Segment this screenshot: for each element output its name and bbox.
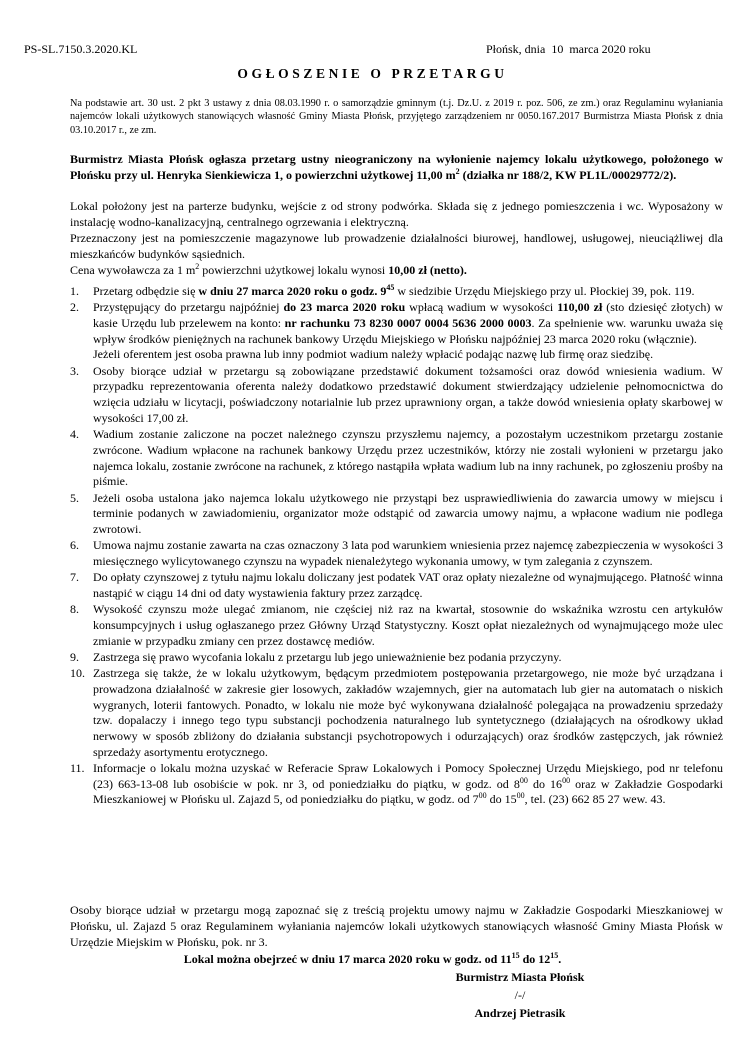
lead-tail: (działka nr 188/2, KW PL1L/00029772/2). (459, 168, 677, 182)
item-number: 7. (70, 570, 79, 585)
item-text: wpłacą wadium w wysokości (405, 300, 558, 315)
item-text: oraz w Zakładzie Gospodarki Mieszkaniowej w Płońsku ul. Zajazd 5, od poniedziałku do piątku, w godz. od 7 (93, 776, 724, 807)
list-item (70, 427, 723, 490)
visit-text: do 12 (519, 952, 551, 966)
item-text: Informacje o lokalu można uzyskać w Referacie Spraw Lokalowych i Pomocy Społecznej Urzędu Miejskiego, pod nr telefonu (23) 663-13-08 lub osobiście w pok. nr 3, od poniedziałku do piątku, w godz. od 8 (93, 761, 723, 791)
footer-note: Osoby biorące udział w przetargu mogą zapoznać się z treścią projektu umowy najmu w Zakładzie Gospodarki Mieszkaniowej w Płońsku, ul. Zajazd 5 oraz Regulaminem wyłaniania najemców lokali użytkowych stanowiących własność Gminy Miasta Płońsk w Urzędzie Miejskim w Płońsku, pok. nr 3. (70, 903, 723, 949)
item-text: Wysokość czynszu może ulegać zmianom, nie częściej niż raz na kwartał, stosownie do wskaźnika wzrostu cen artykułów konsumpcyjnych i usług ogłaszanego przez Główny Urząd Statystyczny. Koszt opłat niezależnych od wynajmującego może ulec zmianie w przypadku zmiany cen przez dostawcę mediów. (93, 602, 723, 648)
conditions-list (70, 284, 723, 808)
item-text: Do opłaty czynszowej z tytułu najmu lokalu doliczany jest podatek VAT oraz opłaty niezależne od wynajmującego. Płatność winna nastąpić w ciągu 14 dni od daty wystawienia faktury przez zarządcę. (93, 570, 723, 600)
item-number: 1. (70, 284, 79, 298)
item-number: 10. (70, 666, 85, 681)
signatory-name: Andrzej Pietrasik (474, 1006, 566, 1020)
document-title: OGŁOSZENIE O PRZETARGU (237, 66, 508, 81)
list-item (70, 300, 723, 363)
item-bold: 110,00 zł (557, 300, 603, 315)
visit-sup: 15 (511, 951, 520, 960)
item-text: Umowa najmu zostanie zawarta na czas oznaczony 3 lata pod warunkiem wniesienia przez najemcę zabezpieczenia w wysokości 3 miesięcznego wylicytowanego czynszu na wypadek nienależytego wykonania umowy, w tym zalegania z czynszem. (93, 538, 723, 568)
document-date (486, 42, 651, 57)
item-text: w siedzibie Urzędu Miejskiego przy ul. Płockiej 39, pok. 119. (394, 284, 695, 298)
list-item (70, 284, 723, 300)
item-sup: 00 (516, 791, 525, 801)
list-item (70, 491, 723, 538)
signature-mark: /-/ (514, 988, 526, 1002)
visit-text: . (558, 952, 562, 966)
item-text: (sto dziesięć złotych) w kasie Urzędu lub przelewem na konto: (93, 300, 724, 330)
item-sup: 00 (519, 775, 528, 785)
item-number: 2. (70, 300, 79, 315)
item-text: Przystępujący do przetargu najpóźniej (93, 300, 284, 315)
item-text: Przetarg odbędzie się (93, 284, 199, 298)
price-pre: Cena wywoławcza za 1 m (70, 263, 196, 277)
premises-description: Lokal położony jest na parterze budynku, wejście z od strony podwórka. Składa się z jednego pomieszczenia i wc. Wyposażony w instalację wodno-kanalizacyjną, centralnego ogrzewania i elektryczną. (70, 199, 723, 229)
price-mid: powierzchni użytkowej lokalu wynosi (199, 263, 389, 277)
visit-text: Lokal można obejrzeć w dniu 17 marca 2020 roku w godz. od 11 (183, 952, 512, 966)
item-sup: 45 (386, 283, 395, 292)
date-day: 10 (551, 42, 564, 56)
item-text: do 16 (527, 776, 563, 791)
premises-purpose: Przeznaczony jest na pomieszczenie magazynowe lub prowadzenie działalności biurowej, handlowej, usługowej, nieuciążliwej dla mieszkańców budynków sąsiednich. (70, 231, 723, 261)
item-subparagraph: Jeżeli oferentem jest osoba prawna lub inny podmiot wadium należy wpłacić podając nazwę lub firmę oraz siedzibę. (93, 347, 654, 362)
item-number: 3. (70, 363, 79, 378)
item-number: 4. (70, 427, 79, 442)
item-number: 5. (70, 490, 79, 505)
item-bold: w dniu 27 marca 2020 roku o godz. 9 (198, 284, 387, 298)
item-text: Wadium zostanie zaliczone na poczet należnego czynszu przyszłemu najemcy, a pozostałym uczestnikom przetargu zostanie zwrócone. Wadium wpłacone na rachunek bankowy Urzędu przez uczestników, którzy nie zostali wyłonieni w przetargu jako najemca lokalu, zostanie zwrócone na rachunek, z którego nastąpiła wpłata wadium lub na inny rachunek, po zgłoszeniu prośby na piśmie. (93, 427, 723, 489)
announcement-lead (70, 151, 723, 183)
date-rest: marca 2020 roku (569, 42, 651, 56)
price-value: 10,00 zł (netto). (388, 263, 467, 277)
item-text: Osoby biorące udział w przetargu są zobowiązane przedstawić dokument tożsamości oraz dowód wniesienia wadium. W przypadku reprezentowania oferenta należy dodatkowo przedstawić dokument stwierdzający udzielenie pełnomocnictwa do wzięcia udziału w licytacji, poświadczony notarialnie lub przez uprawniony organ, a także dowód wniesienia opłaty skarbowej w wysokości 17,00 zł. (93, 363, 723, 425)
list-item (70, 602, 723, 649)
reference-number: PS-SL.7150.3.2020.KL (24, 42, 138, 56)
list-item (70, 666, 723, 760)
list-item (70, 538, 723, 569)
item-text: Zastrzega się prawo wycofania lokalu z przetargu lub jego unieważnienie bez podania przyczyny. (93, 649, 562, 664)
item-text: Jeżeli osoba ustalona jako najemca lokalu użytkowego nie przystąpi bez usprawiedliwienia do zawarcia umowy w miejscu i terminie podanych w zawiadomieniu, organizator może odstąpić od zawarcia umowy najmu, a wpłacone wadium nie podlega zwrotowi. (93, 490, 723, 536)
bank-account: nr rachunku 73 8230 0007 0004 5636 2000 0003 (284, 316, 532, 330)
lead-text: Burmistrz Miasta Płońsk ogłasza przetarg ustny nieograniczony na wyłonienie najemcy lokalu użytkowego, położonego w Płońsku przy ul. Henryka Sienkiewicza 1, o powierzchni użytkowej 11,00 m (70, 152, 723, 182)
lead-sup: 2 (455, 167, 460, 176)
item-sup: 00 (562, 775, 571, 785)
item-text: . Za spełnienie ww. warunku uważa się wpływ środków pieniężnych na rachunek bankowy Urzędu Miejskiego w Płońsku najpóźniej 23 marca 2020 roku (włącznie). (93, 316, 724, 346)
date-prefix: Płońsk, dnia (486, 42, 546, 56)
list-item (70, 650, 723, 666)
visit-sup: 15 (550, 951, 559, 960)
list-item (70, 570, 723, 601)
item-bold: do 23 marca 2020 roku (283, 300, 406, 315)
list-item (70, 761, 723, 808)
price-sup: 2 (195, 262, 200, 271)
starting-price (70, 262, 723, 278)
item-text: , tel. (23) 662 85 27 wew. 43. (524, 792, 666, 807)
item-number: 11. (70, 761, 85, 776)
item-number: 8. (70, 602, 79, 617)
signatory-title: Burmistrz Miasta Płońsk (455, 970, 585, 984)
legal-basis: Na podstawie art. 30 ust. 2 pkt 3 ustawy z dnia 08.03.1990 r. o samorządzie gminnym (t.j. Dz.U. z 2019 r. poz. 506, ze zm.) oraz Regulaminu wyłaniania najemców lokali użytkowych stanowiących własność Gminy Miasta Płońsk, przyjętego zarządzeniem nr 0050.167.2017 Burmistrza Miasta Płońsk z dnia 03.10.2017 r., ze zm. (70, 98, 723, 136)
item-text: do 15 (486, 792, 517, 807)
list-item (70, 364, 723, 427)
item-text: Zastrzega się także, że w lokalu użytkowym, będącym przedmiotem postępowania przetargowego, nie może być urządzana i prowadzona działalność w zakresie gier losowych, zakładów wzajemnych, gier na automatach lub gier na automatach o niskich wygranych, loterii fantowych. Ponadto, w lokalu nie może być wykonywana działalność polegająca na prowadzeniu sprzedaży tzw. dopalaczy i innego tego typu substancji pochodzenia naturalnego lub syntetycznego (działających na ośrodkowy układ nerwowy w sposób zbliżony do działania substancji psychotropowych i odurzających) oraz środków zastępczych, jak również sprzedaży asortymentu erotycznego. (93, 666, 723, 759)
item-number: 9. (70, 649, 79, 664)
item-sup: 00 (478, 791, 487, 801)
item-number: 6. (70, 538, 79, 553)
viewing-date (0, 952, 745, 967)
